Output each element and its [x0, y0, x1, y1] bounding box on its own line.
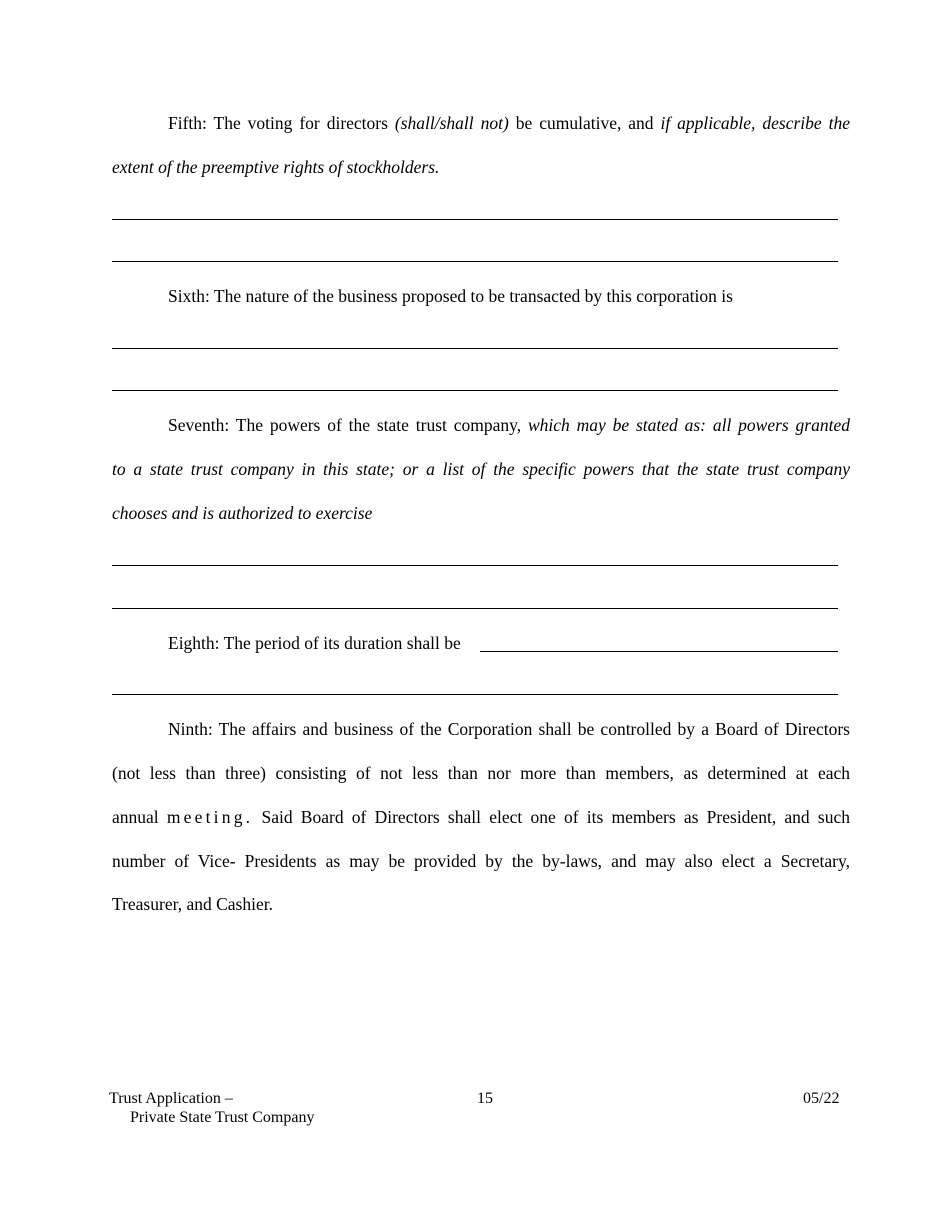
fifth-option-text: (shall/shall not) — [394, 113, 509, 133]
seventh-answer-line-2[interactable] — [112, 608, 838, 609]
ninth-paragraph-line2: (not less than three) consisting of not less than nor more than members, as determined at each — [112, 763, 850, 783]
footer-date: 05/22 — [803, 1090, 840, 1107]
seventh-italic-text-1: which may be stated as: all powers granted — [527, 415, 850, 435]
seventh-paragraph-line3 — [112, 505, 372, 523]
ninth-line3-pre: annual — [112, 807, 167, 827]
seventh-lead-text: Seventh: The powers of the state trust company, — [168, 415, 528, 435]
footer-title — [109, 1089, 314, 1127]
eighth-duration-blank[interactable] — [480, 651, 838, 652]
seventh-paragraph-line1 — [168, 417, 850, 435]
fifth-answer-line-1[interactable] — [112, 219, 838, 220]
sixth-answer-line-1[interactable] — [112, 348, 838, 349]
fifth-paragraph-line2 — [112, 159, 439, 177]
footer-page-number: 15 — [477, 1090, 493, 1107]
sixth-paragraph: Sixth: The nature of the business proposed to be transacted by this corporation is — [168, 286, 733, 306]
eighth-paragraph: Eighth: The period of its duration shall be — [168, 633, 461, 653]
ninth-paragraph-line3 — [112, 809, 850, 827]
ninth-paragraph-line5: Treasurer, and Cashier. — [112, 894, 273, 914]
seventh-italic-text-2: to a state trust company in this state; or a list of the specific powers that the state trust company — [112, 459, 850, 479]
sixth-answer-line-2[interactable] — [112, 390, 838, 391]
ninth-line3-post: Said Board of Directors shall elect one of its members as President, and such — [253, 807, 850, 827]
ninth-line3-spaced: meeting. — [166, 807, 254, 827]
ninth-paragraph-line1: Ninth: The affairs and business of the Corporation shall be controlled by a Board of Directors — [168, 719, 850, 739]
fifth-mid-text: be cumulative, and — [508, 113, 661, 133]
fifth-answer-line-2[interactable] — [112, 261, 838, 262]
fifth-lead-text: Fifth: The voting for directors — [168, 113, 395, 133]
eighth-answer-line[interactable] — [112, 694, 838, 695]
ninth-paragraph-line4: number of Vice- Presidents as may be provided by the by-laws, and may also elect a Secretary, — [112, 851, 850, 871]
seventh-italic-text-3: chooses and is authorized to exercise — [112, 503, 373, 523]
seventh-answer-line-1[interactable] — [112, 565, 838, 566]
fifth-italic-text: if applicable, describe the — [660, 113, 850, 133]
seventh-paragraph-line2 — [112, 461, 850, 479]
fifth-italic-text-2: extent of the preemptive rights of stockholders. — [112, 157, 440, 177]
footer-title-line2: Private State Trust Company — [130, 1109, 315, 1127]
footer-title-line1: Trust Application – — [109, 1090, 233, 1107]
fifth-paragraph-line1 — [168, 115, 850, 133]
